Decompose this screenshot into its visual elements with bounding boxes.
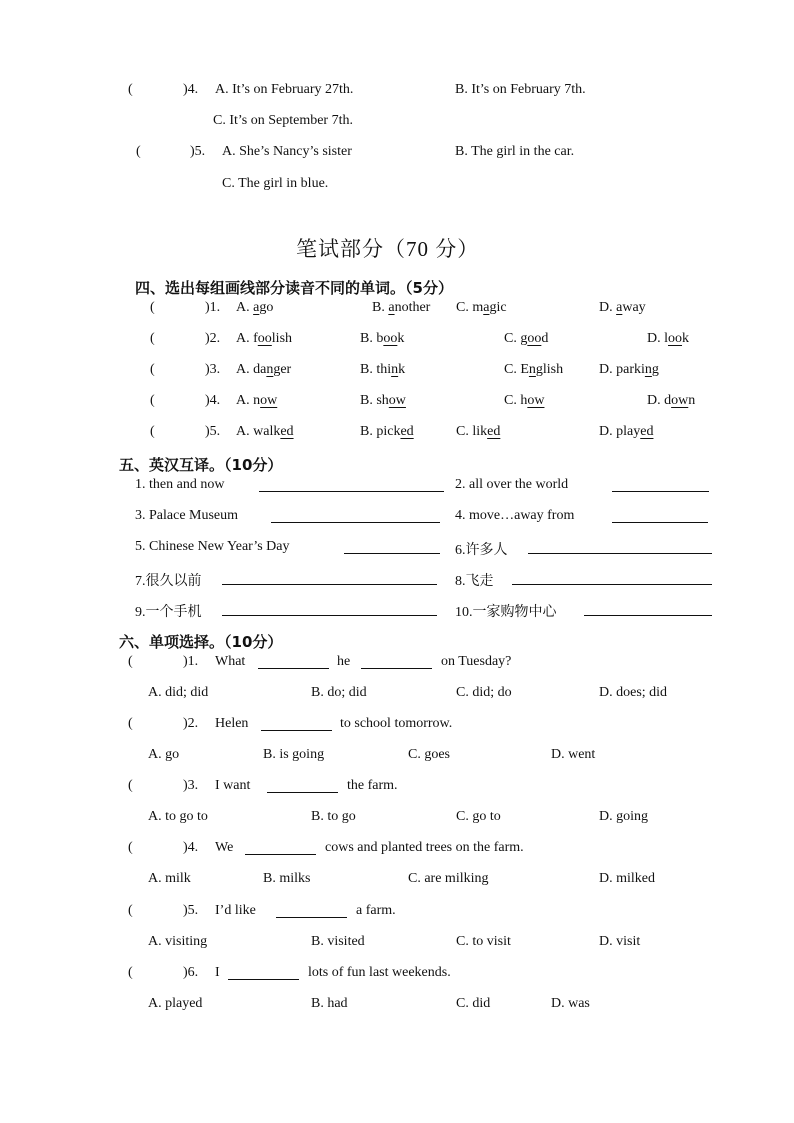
word-part: n bbox=[253, 393, 261, 408]
option-d: D. going bbox=[599, 809, 648, 824]
word-part: b bbox=[376, 331, 384, 346]
translate-item: 2. all over the world bbox=[455, 477, 569, 492]
underlined-sound: n bbox=[391, 362, 399, 377]
answer-paren-open: ( bbox=[128, 654, 133, 669]
word-option bbox=[504, 331, 548, 347]
question-text: I want bbox=[215, 778, 251, 793]
option-c: C. are milking bbox=[408, 871, 489, 886]
word-option bbox=[599, 300, 646, 316]
answer-paren-open: ( bbox=[136, 144, 141, 159]
answer-blank[interactable] bbox=[344, 539, 440, 554]
question-number: )5. bbox=[190, 144, 206, 159]
option-a: A. visiting bbox=[148, 934, 208, 949]
word-option bbox=[236, 300, 273, 316]
option-label: C. bbox=[456, 300, 469, 315]
option-a: A. She’s Nancy’s sister bbox=[222, 144, 352, 159]
option-d: D. went bbox=[551, 747, 596, 762]
word-part: m bbox=[472, 300, 484, 315]
translate-item: 8.飞走 bbox=[455, 574, 494, 589]
answer-blank[interactable] bbox=[276, 903, 347, 918]
word-option bbox=[372, 300, 430, 316]
option-label: B. bbox=[360, 362, 373, 377]
question-number: )1. bbox=[183, 654, 199, 669]
underlined-sound: oo bbox=[257, 331, 272, 346]
option-label: A. bbox=[236, 300, 250, 315]
answer-paren-open: ( bbox=[128, 965, 133, 980]
underlined-sound: n bbox=[644, 362, 652, 377]
word-part: glish bbox=[535, 362, 564, 377]
answer-blank[interactable] bbox=[228, 965, 299, 980]
word-part: nother bbox=[394, 300, 431, 315]
underlined-sound: oo bbox=[383, 331, 398, 346]
answer-blank[interactable] bbox=[258, 654, 329, 669]
word-part: n bbox=[688, 393, 696, 408]
word-option bbox=[360, 393, 406, 409]
word-option bbox=[236, 424, 294, 440]
word-part: f bbox=[253, 331, 258, 346]
word-part: k bbox=[682, 331, 690, 346]
option-label: B. bbox=[360, 331, 373, 346]
underlined-sound: oo bbox=[668, 331, 683, 346]
word-part: way bbox=[622, 300, 646, 315]
option-a: A. milk bbox=[148, 871, 191, 886]
translate-item: 1. then and now bbox=[135, 477, 225, 492]
underlined-sound: ed bbox=[640, 424, 654, 439]
word-option bbox=[504, 393, 544, 409]
question-text: a farm. bbox=[356, 903, 396, 918]
question-text: the farm. bbox=[347, 778, 398, 793]
question-number: )4. bbox=[183, 840, 199, 855]
question-number: )4. bbox=[205, 393, 221, 408]
word-part: l bbox=[664, 331, 669, 346]
option-label: D. bbox=[647, 393, 661, 408]
word-option bbox=[360, 331, 404, 347]
option-label: A. bbox=[236, 393, 250, 408]
translate-item: 4. move…away from bbox=[455, 508, 575, 523]
option-label: C. bbox=[504, 362, 517, 377]
answer-paren-open: ( bbox=[150, 300, 155, 315]
word-part: go bbox=[259, 300, 274, 315]
answer-blank[interactable] bbox=[528, 539, 712, 554]
option-b: B. It’s on February 7th. bbox=[455, 82, 586, 97]
option-label: B. bbox=[360, 393, 373, 408]
option-label: B. bbox=[372, 300, 385, 315]
word-option bbox=[236, 393, 277, 409]
question-text: he bbox=[337, 654, 351, 669]
question-text: Helen bbox=[215, 716, 249, 731]
word-part: thi bbox=[376, 362, 392, 377]
word-option bbox=[504, 362, 563, 378]
question-text: to school tomorrow. bbox=[340, 716, 453, 731]
word-option bbox=[360, 424, 414, 440]
answer-paren-open: ( bbox=[128, 903, 133, 918]
option-label: A. bbox=[236, 331, 250, 346]
option-c: C. did bbox=[456, 996, 491, 1011]
word-part: da bbox=[253, 362, 267, 377]
translate-item: 3. Palace Museum bbox=[135, 508, 239, 523]
underlined-sound: a bbox=[388, 300, 395, 315]
answer-paren-open: ( bbox=[150, 393, 155, 408]
option-label: C. bbox=[456, 424, 469, 439]
word-option bbox=[599, 362, 659, 378]
option-d: D. was bbox=[551, 996, 590, 1011]
option-b: B. had bbox=[311, 996, 348, 1011]
answer-blank[interactable] bbox=[612, 508, 708, 523]
answer-blank[interactable] bbox=[245, 840, 316, 855]
underlined-sound: a bbox=[616, 300, 623, 315]
question-text: lots of fun last weekends. bbox=[308, 965, 451, 980]
question-text: We bbox=[215, 840, 234, 855]
word-option bbox=[647, 331, 689, 347]
option-label: A. bbox=[236, 424, 250, 439]
answer-blank[interactable] bbox=[584, 601, 712, 616]
word-part: g bbox=[520, 331, 528, 346]
question-number: )4. bbox=[183, 82, 199, 97]
option-label: B. bbox=[360, 424, 373, 439]
underlined-sound: ed bbox=[487, 424, 501, 439]
option-label: C. bbox=[504, 331, 517, 346]
answer-paren-open: ( bbox=[128, 840, 133, 855]
question-text: What bbox=[215, 654, 246, 669]
underlined-sound: ed bbox=[280, 424, 294, 439]
underlined-sound: ow bbox=[388, 393, 406, 408]
question-number: )2. bbox=[183, 716, 199, 731]
answer-paren-open: ( bbox=[150, 424, 155, 439]
underlined-sound: n bbox=[528, 362, 536, 377]
translate-item: 9.一个手机 bbox=[135, 605, 202, 620]
option-label: A. bbox=[236, 362, 250, 377]
word-part: h bbox=[520, 393, 528, 408]
question-text: cows and planted trees on the farm. bbox=[325, 840, 524, 855]
option-b: B. The girl in the car. bbox=[455, 144, 575, 159]
answer-blank[interactable] bbox=[222, 601, 437, 616]
option-c: C. did; do bbox=[456, 685, 512, 700]
question-number: )5. bbox=[205, 424, 221, 439]
answer-blank[interactable] bbox=[512, 570, 712, 585]
word-option bbox=[647, 393, 695, 409]
question-number: )3. bbox=[183, 778, 199, 793]
underlined-sound: a bbox=[483, 300, 490, 315]
section-heading: 五、英汉互译。（10分） bbox=[119, 456, 283, 474]
option-b: B. visited bbox=[311, 934, 365, 949]
word-part: parki bbox=[616, 362, 645, 377]
word-part: E bbox=[520, 362, 529, 377]
option-label: D. bbox=[647, 331, 661, 346]
option-a: A. It’s on February 27th. bbox=[215, 82, 354, 97]
answer-blank[interactable] bbox=[612, 477, 709, 492]
word-option bbox=[456, 300, 507, 316]
underlined-sound: oo bbox=[527, 331, 542, 346]
option-c: C. to visit bbox=[456, 934, 511, 949]
question-number: )3. bbox=[205, 362, 221, 377]
underlined-sound: ow bbox=[260, 393, 278, 408]
option-d: D. milked bbox=[599, 871, 655, 886]
underlined-sound: a bbox=[253, 300, 260, 315]
answer-blank[interactable] bbox=[267, 778, 338, 793]
option-label: D. bbox=[599, 424, 613, 439]
answer-paren-open: ( bbox=[128, 82, 133, 97]
translate-item: 6.许多人 bbox=[455, 543, 508, 558]
question-number: )6. bbox=[183, 965, 199, 980]
option-b: B. to go bbox=[311, 809, 356, 824]
question-number: )2. bbox=[205, 331, 221, 346]
answer-blank[interactable] bbox=[271, 508, 440, 523]
option-d: D. does; did bbox=[599, 685, 668, 700]
question-number: )5. bbox=[183, 903, 199, 918]
word-option bbox=[236, 331, 292, 347]
word-part: lik bbox=[472, 424, 488, 439]
option-a: A. go bbox=[148, 747, 180, 762]
word-option bbox=[456, 424, 500, 440]
question-text: I bbox=[215, 965, 220, 980]
option-d: D. visit bbox=[599, 934, 641, 949]
word-option bbox=[599, 424, 653, 440]
answer-blank[interactable] bbox=[222, 570, 437, 585]
page-title: 笔试部分（70 分） bbox=[296, 237, 480, 261]
word-part: walk bbox=[253, 424, 281, 439]
option-b: B. milks bbox=[263, 871, 311, 886]
underlined-sound: n bbox=[266, 362, 274, 377]
option-label: D. bbox=[599, 300, 613, 315]
option-a: A. played bbox=[148, 996, 203, 1011]
underlined-sound: ow bbox=[671, 393, 689, 408]
option-b: B. is going bbox=[263, 747, 325, 762]
word-part: ger bbox=[273, 362, 292, 377]
word-part: k bbox=[398, 362, 406, 377]
answer-paren-open: ( bbox=[128, 716, 133, 731]
question-text: I’d like bbox=[215, 903, 256, 918]
word-part: gic bbox=[489, 300, 507, 315]
option-c: C. It’s on September 7th. bbox=[213, 113, 353, 128]
translate-item: 7.很久以前 bbox=[135, 574, 202, 589]
word-part: d bbox=[664, 393, 672, 408]
question-number: )1. bbox=[205, 300, 221, 315]
word-part: lish bbox=[271, 331, 293, 346]
option-label: C. bbox=[504, 393, 517, 408]
answer-blank[interactable] bbox=[261, 716, 332, 731]
option-c: C. go to bbox=[456, 809, 501, 824]
option-a: A. did; did bbox=[148, 685, 209, 700]
option-label: D. bbox=[599, 362, 613, 377]
word-part: pick bbox=[376, 424, 401, 439]
option-b: B. do; did bbox=[311, 685, 367, 700]
word-option bbox=[360, 362, 405, 378]
question-text: on Tuesday? bbox=[441, 654, 512, 669]
word-part: sh bbox=[376, 393, 389, 408]
word-part: k bbox=[397, 331, 405, 346]
answer-blank[interactable] bbox=[361, 654, 432, 669]
underlined-sound: ed bbox=[400, 424, 414, 439]
answer-paren-open: ( bbox=[150, 331, 155, 346]
word-part: d bbox=[541, 331, 549, 346]
word-part: play bbox=[616, 424, 641, 439]
word-option bbox=[236, 362, 291, 378]
option-c: C. The girl in blue. bbox=[222, 176, 329, 191]
translate-item: 10.一家购物中心 bbox=[455, 605, 557, 620]
section-heading: 六、单项选择。（10分） bbox=[119, 633, 283, 651]
translate-item: 5. Chinese New Year’s Day bbox=[135, 539, 290, 554]
answer-paren-open: ( bbox=[150, 362, 155, 377]
option-c: C. goes bbox=[408, 747, 450, 762]
word-part: g bbox=[651, 362, 659, 377]
answer-blank[interactable] bbox=[259, 477, 444, 492]
answer-paren-open: ( bbox=[128, 778, 133, 793]
underlined-sound: ow bbox=[527, 393, 545, 408]
option-a: A. to go to bbox=[148, 809, 208, 824]
section-heading: 四、选出每组画线部分读音不同的单词。（5分） bbox=[135, 279, 453, 297]
